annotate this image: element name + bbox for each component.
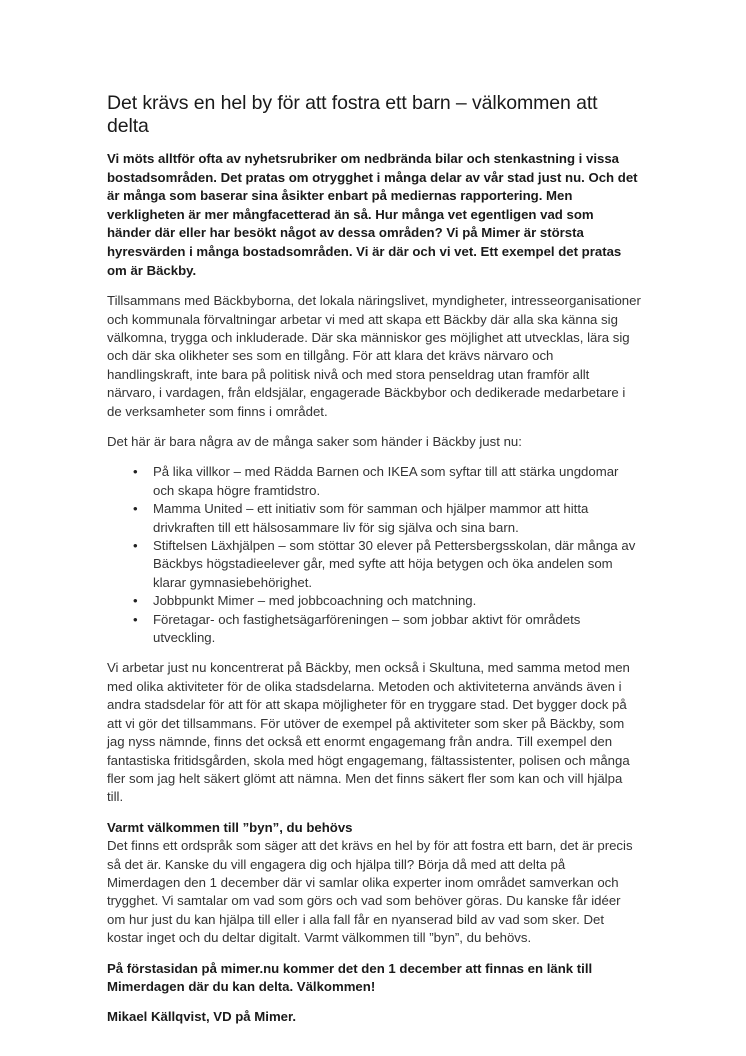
signature: Mikael Källqvist, VD på Mimer.: [107, 1009, 297, 1025]
article-title: Det krävs en hel by för att fostra ett barn – välkommen att delta: [107, 92, 598, 137]
activity-list: [107, 463, 641, 647]
list-item: • På lika villkor – med Rädda Barnen och IKEA som syftar till att stärka ungdomar och skapa högre framtidstro.: [153, 463, 641, 500]
document-page: [107, 92, 641, 1027]
body-paragraph-4: Det finns ett ordspråk som säger att det krävs en hel by för att fostra ett barn, det är precis så det är. Kanske du vill engagera dig och hjälpa till? Börja då med att delta på Mimerdagen den 1 december där vi samlar olika experter inom området samverkan och trygghet. Vi samtalar om vad som görs och vad som behöver göras. Du kanske får idéer om hur just du kan hjälpa till eller i alla fall får en nyanserad bild av vad som sker. Det kostar inget och du deltar digitalt. Varmt välkommen till ”byn”, du behövs.: [107, 838, 633, 946]
body-paragraph-2: Det här är bara några av de många saker som händer i Bäckby just nu:: [107, 434, 522, 449]
section-subheading: Varmt välkommen till ”byn”, du behövs: [107, 819, 353, 835]
list-item: • Mamma United – ett initiativ som för samman och hjälper mammor att hitta drivkraften till ett hälsosammare liv för sig själva och sina barn.: [153, 500, 641, 537]
body-paragraph-1: Tillsammans med Bäckbyborna, det lokala näringslivet, myndigheter, intresseorganisationer och kommunala förvaltningar arbetar vi med att skapa ett Bäckby där alla ska känna sig välkomna, trygga och inkluderade. Där ska människor ges möjlighet att utvecklas, lära sig och där ska olikheter ses som en tillgång. För att klara det krävs närvaro och handlingskraft, inte bara på politisk nivå och med stora penseldrag utan framför allt närvaro, i vardagen, från eldsjälar, engagerade Bäckbybor och dedikerade medarbetare i de verksamheter som finns i området.: [107, 293, 641, 419]
list-item: • Företagar- och fastighetsägarföreningen – som jobbar aktivt för områdets utveckling.: [153, 611, 641, 648]
list-item: • Jobbpunkt Mimer – med jobbcoachning och matchning.: [153, 592, 641, 610]
body-paragraph-3: Vi arbetar just nu koncentrerat på Bäckby, men också i Skultuna, med samma metod men med olika aktiviteter för de olika stadsdelarna. Metoden och aktiviteterna används även i andra stadsdelar för att för att skapa möjligheter för en tryggare stad. Det bygger dock på att vi gör det tillsammans. För utöver de exempel på aktiviteter som sker på Bäckby, som jag nyss nämnde, finns det också ett enormt engagemang från andra. Till exempel den fantastiska fritidsgården, skola med högt engagemang, fältassistenter, polisen och många fler som jag helt säkert glömt att nämna. Men det finns säkert fler som kan och vill hjälpa till.: [107, 660, 630, 805]
closing-paragraph: På förstasidan på mimer.nu kommer det den 1 december att finnas en länk till Mimerdagen där du kan delta. Välkommen!: [107, 960, 593, 994]
list-item: • Stiftelsen Läxhjälpen – som stöttar 30 elever på Pettersbergsskolan, där många av Bäckbys högstadieelever går, med syfte att höja betygen och öka andelen som klarar gymnasiebehörighet.: [153, 537, 641, 592]
article-lead: Vi möts alltför ofta av nyhetsrubriker om nedbrända bilar och stenkastning i vissa bostadsområden. Det pratas om otrygghet i många delar av vår stad just nu. Och det är många som baserar sina åsikter enbart på mediernas rapportering. Men verkligheten är mer mångfacetterad än så. Hur många vet egentligen vad som händer där eller har besökt något av dessa områden? Vi på Mimer är största hyresvärden i många bostadsområden. Vi är där och vi vet. Ett exempel det pratas om är Bäckby.: [107, 151, 638, 278]
